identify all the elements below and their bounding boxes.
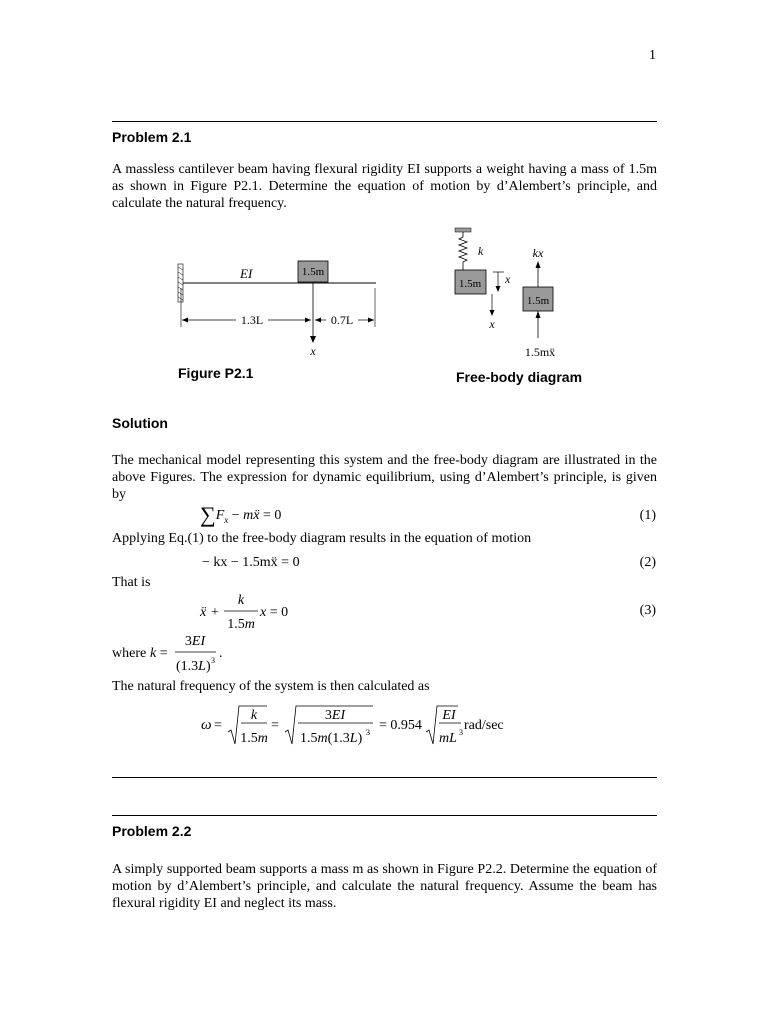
fixed-wall — [178, 264, 183, 302]
dim-right-label: 0.7L — [330, 313, 354, 327]
svg-text:+: + — [211, 605, 219, 620]
spring-label: k — [478, 244, 484, 258]
fbd-mass-right-label: 1.5m — [526, 295, 550, 307]
beam-label: EI — [240, 266, 253, 281]
that-is-text: That is — [112, 575, 151, 590]
mass-label: 1.5m — [301, 266, 325, 278]
top-rule — [112, 121, 657, 122]
mass-block — [298, 261, 328, 282]
svg-text:.: . — [219, 646, 223, 661]
problem-2-1-title: Problem 2.1 — [112, 129, 192, 145]
spring-support — [455, 228, 471, 232]
spring — [459, 232, 467, 270]
svg-text:k =: k = — [150, 646, 168, 661]
equation-3 — [196, 590, 306, 634]
svg-text:3: 3 — [366, 728, 370, 737]
svg-text:(1.3L): (1.3L) — [176, 659, 211, 674]
svg-text:x = 0: x = 0 — [260, 605, 289, 620]
displacement-label: x — [310, 344, 316, 358]
svg-text:ω: ω — [201, 717, 212, 733]
equation-2: − kx − 1.5mẍ = 0 — [202, 555, 300, 570]
fbd-mass-left-label: 1.5m — [458, 278, 482, 290]
separator-rule-2 — [112, 815, 657, 816]
svg-text:=: = — [271, 718, 279, 733]
svg-text:1.5m: 1.5m — [227, 617, 255, 632]
fbd-inertia-label: 1.5mẍ — [524, 345, 556, 359]
omega-unit: rad/sec — [464, 718, 504, 733]
svg-text:k: k — [237, 593, 245, 608]
page-number: 1 — [649, 48, 656, 63]
fbd-x-label-right: x — [505, 272, 511, 286]
svg-text:3: 3 — [459, 728, 463, 737]
equation-1: $\sum F_x$ − mẍ = 0 — [200, 502, 282, 527]
svg-text:k: k — [250, 708, 258, 723]
figure-caption: Figure P2.1 — [178, 365, 254, 381]
svg-text:1.5m(1.3L): 1.5m(1.3L) — [300, 731, 363, 746]
equation-2-number: (2) — [639, 555, 656, 570]
problem-2-2-title: Problem 2.2 — [112, 823, 192, 839]
solution-title: Solution — [112, 415, 168, 431]
omega-coefficient: = 0.954 — [379, 718, 422, 733]
svg-text:=: = — [214, 718, 222, 733]
svg-text:ẍ: ẍ — [200, 605, 207, 620]
svg-text:mL: mL — [439, 731, 457, 746]
k-definition — [150, 630, 240, 676]
solution-intro: The mechanical model representing this system and the free-body diagram are illustrated in the above Figures. The expression for dynamic equilibrium, using d’Alembert’s principle, is given by — [112, 453, 657, 502]
where-text: where — [112, 646, 147, 661]
figure-p2-1 — [170, 252, 390, 362]
omega-equation — [198, 700, 458, 750]
svg-text:3EI: 3EI — [184, 634, 206, 649]
problem-2-1-statement: A massless cantilever beam having flexural rigidity EI supports a weight having a mass of 1.5m as shown in Figure P2.1. Determine the equation of motion by d’Alembert’s principle, and calculate the natural frequency. — [112, 162, 657, 211]
fbd-x-label-below: x — [489, 317, 495, 331]
omega-sqrt-term — [437, 700, 527, 750]
free-body-diagram — [440, 225, 590, 365]
problem-2-2-statement: A simply supported beam supports a mass m as shown in Figure P2.2. Determine the equation of motion by d’Alembert’s principle, and calculate the natural frequency. Assume the beam has flexural rigidity EI and neglect its mass. — [112, 862, 657, 911]
natural-frequency-text: The natural frequency of the system is then calculated as — [112, 679, 430, 694]
svg-text:3: 3 — [211, 656, 215, 665]
svg-text:EI: EI — [442, 708, 456, 723]
equation-3-number: (3) — [639, 603, 656, 618]
svg-text:1.5m: 1.5m — [240, 731, 268, 746]
fbd-caption: Free-body diagram — [456, 369, 583, 385]
separator-rule-1 — [112, 777, 657, 778]
equation-1-number: (1) — [639, 508, 656, 523]
fbd-force-label: kx — [532, 246, 544, 260]
svg-text:3EI: 3EI — [324, 708, 346, 723]
applying-text: Applying Eq.(1) to the free-body diagram results in the equation of motion — [112, 531, 532, 546]
dim-left-label: 1.3L — [240, 313, 264, 327]
